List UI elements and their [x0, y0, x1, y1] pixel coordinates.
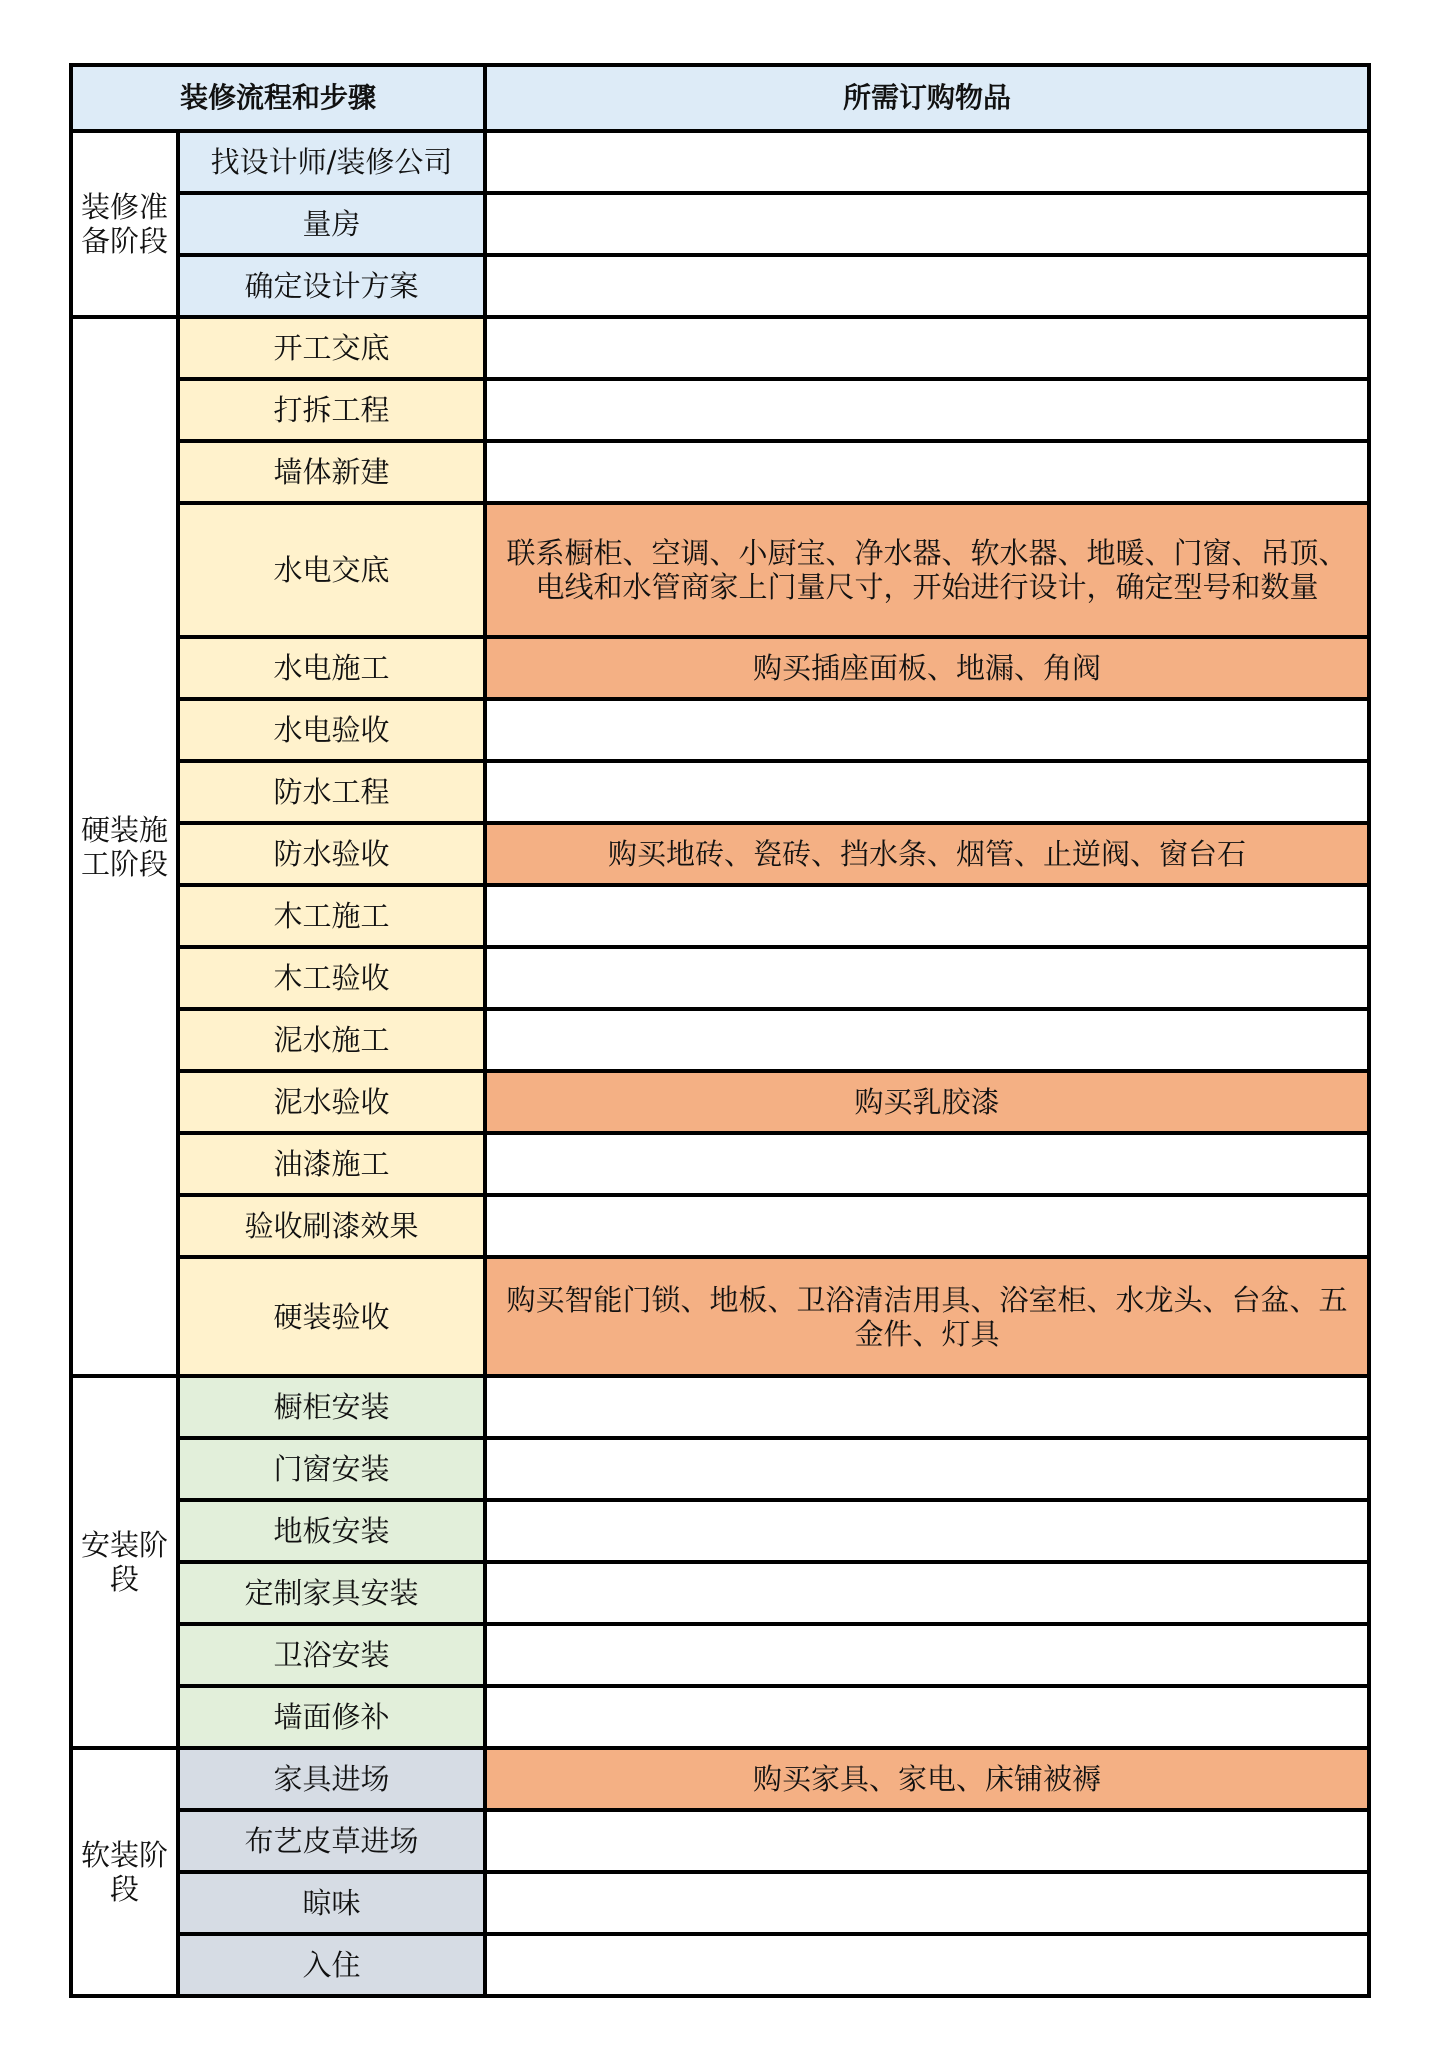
table-row	[71, 1934, 1369, 1996]
items-cell	[485, 1133, 1369, 1195]
table-row	[71, 1195, 1369, 1257]
table-row	[71, 1500, 1369, 1562]
step-cell: 硬装验收	[178, 1257, 485, 1376]
items-cell-highlighted: 购买插座面板、地漏、角阀	[485, 637, 1369, 699]
items-cell	[485, 131, 1369, 193]
step-cell: 泥水验收	[178, 1071, 485, 1133]
table-row	[71, 1562, 1369, 1624]
table-row	[71, 1624, 1369, 1686]
items-cell	[485, 1872, 1369, 1934]
phase-label-hard: 硬装施工阶段	[71, 317, 178, 1376]
items-cell	[485, 1438, 1369, 1500]
step-cell: 卫浴安装	[178, 1624, 485, 1686]
table-row	[71, 1376, 1369, 1438]
step-cell: 水电交底	[178, 503, 485, 637]
step-cell: 防水工程	[178, 761, 485, 823]
items-cell	[485, 1009, 1369, 1071]
table-row	[71, 1686, 1369, 1748]
items-cell	[485, 317, 1369, 379]
items-cell	[485, 1686, 1369, 1748]
items-cell	[485, 947, 1369, 1009]
step-cell: 泥水施工	[178, 1009, 485, 1071]
table-row	[71, 1872, 1369, 1934]
header-steps: 装修流程和步骤	[71, 65, 485, 131]
items-cell	[485, 885, 1369, 947]
table-row	[71, 503, 1369, 637]
phase-label-prep: 装修准备阶段	[71, 131, 178, 317]
table-row	[71, 1438, 1369, 1500]
step-cell: 确定设计方案	[178, 255, 485, 317]
items-cell	[485, 1934, 1369, 1996]
step-cell: 门窗安装	[178, 1438, 485, 1500]
items-cell	[485, 1195, 1369, 1257]
items-cell-highlighted: 购买家具、家电、床铺被褥	[485, 1748, 1369, 1810]
step-cell: 量房	[178, 193, 485, 255]
table-row	[71, 131, 1369, 193]
items-cell-highlighted: 购买乳胶漆	[485, 1071, 1369, 1133]
items-cell	[485, 1376, 1369, 1438]
step-cell: 水电验收	[178, 699, 485, 761]
table-row	[71, 885, 1369, 947]
step-cell: 橱柜安装	[178, 1376, 485, 1438]
step-cell: 木工施工	[178, 885, 485, 947]
header-items: 所需订购物品	[485, 65, 1369, 131]
table-row	[71, 699, 1369, 761]
header-row	[71, 65, 1369, 131]
table-row	[71, 255, 1369, 317]
table-row	[71, 379, 1369, 441]
step-cell: 开工交底	[178, 317, 485, 379]
table-row	[71, 1009, 1369, 1071]
items-cell	[485, 255, 1369, 317]
table-row	[71, 1133, 1369, 1195]
step-cell: 验收刷漆效果	[178, 1195, 485, 1257]
step-cell: 找设计师/装修公司	[178, 131, 485, 193]
phase-label-soft: 软装阶段	[71, 1748, 178, 1996]
step-cell: 油漆施工	[178, 1133, 485, 1195]
items-cell	[485, 379, 1369, 441]
step-cell: 墙体新建	[178, 441, 485, 503]
step-cell: 打拆工程	[178, 379, 485, 441]
items-cell	[485, 193, 1369, 255]
step-cell: 布艺皮草进场	[178, 1810, 485, 1872]
items-cell	[485, 699, 1369, 761]
step-cell: 入住	[178, 1934, 485, 1996]
table-row	[71, 1071, 1369, 1133]
step-cell: 定制家具安装	[178, 1562, 485, 1624]
items-cell-highlighted: 购买智能门锁、地板、卫浴清洁用具、浴室柜、水龙头、台盆、五金件、灯具	[485, 1257, 1369, 1376]
table-row	[71, 1810, 1369, 1872]
items-cell	[485, 441, 1369, 503]
step-cell: 晾味	[178, 1872, 485, 1934]
table-row	[71, 761, 1369, 823]
items-cell	[485, 1810, 1369, 1872]
table-row	[71, 947, 1369, 1009]
phase-label-install: 安装阶段	[71, 1376, 178, 1748]
table-row	[71, 823, 1369, 885]
table-row	[71, 317, 1369, 379]
step-cell: 地板安装	[178, 1500, 485, 1562]
step-cell: 防水验收	[178, 823, 485, 885]
table-row	[71, 637, 1369, 699]
items-cell	[485, 1624, 1369, 1686]
table-row	[71, 441, 1369, 503]
step-cell: 家具进场	[178, 1748, 485, 1810]
items-cell	[485, 1562, 1369, 1624]
step-cell: 水电施工	[178, 637, 485, 699]
table-row	[71, 193, 1369, 255]
items-cell-highlighted: 购买地砖、瓷砖、挡水条、烟管、止逆阀、窗台石	[485, 823, 1369, 885]
step-cell: 墙面修补	[178, 1686, 485, 1748]
step-cell: 木工验收	[178, 947, 485, 1009]
table-row	[71, 1257, 1369, 1376]
items-cell-highlighted: 联系橱柜、空调、小厨宝、净水器、软水器、地暖、门窗、吊顶、电线和水管商家上门量尺寸，开始进行设计，确定型号和数量	[485, 503, 1369, 637]
renovation-plan-table	[69, 63, 1371, 1998]
table-row	[71, 1748, 1369, 1810]
items-cell	[485, 761, 1369, 823]
items-cell	[485, 1500, 1369, 1562]
